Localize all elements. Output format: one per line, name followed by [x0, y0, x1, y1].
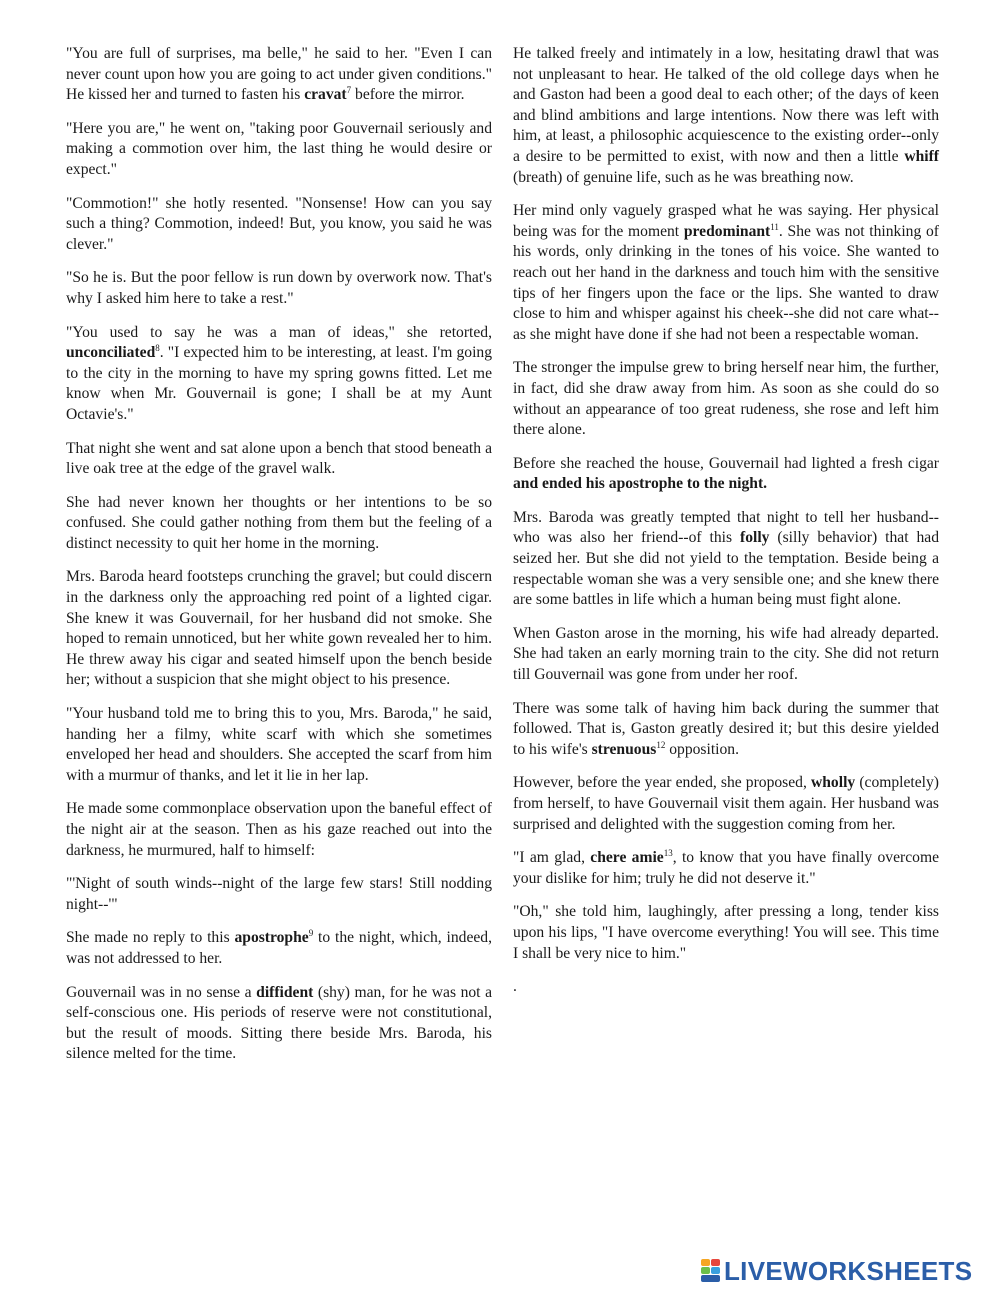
- paragraph: [66, 194, 492, 256]
- vocabulary-word: and ended his apostrophe to the night.: [513, 475, 768, 493]
- paragraph: [66, 439, 492, 480]
- vocabulary-word: cravat: [304, 86, 347, 104]
- text-run: Her mind only vaguely grasped what he was saying. Her physical being was for the moment: [513, 202, 939, 240]
- text-run: When Gaston arose in the morning, his wife had already departed. She had taken an early morning train to the city. She did not return till Gouvernail was gone from under her roof.: [513, 624, 939, 684]
- paragraph: [66, 874, 492, 915]
- text-run: "Oh," she told him, laughingly, after pressing a long, tender kiss upon his lips, "I have overcome everything! You will see. This time I shall be very nice to him.": [513, 903, 939, 962]
- text-run: "You are full of surprises, ma belle," he said to her. "Even I can never count upon how you are going to act under given conditions." He kissed her and turned to fasten his: [66, 45, 492, 104]
- paragraph: [66, 493, 492, 555]
- vocabulary-word: diffident: [256, 983, 314, 1001]
- text-run: He talked freely and intimately in a low, hesitating drawl that was not unpleasant to hear. He talked of the old college days when he and Gaston had been a good deal to each other; of the days of keen and blind ambitions and large intentions. Now there was left with him, at least, a philosophic acquiescence to the existing order--only a desire to be permitted to exist, with now and then a little: [513, 45, 939, 165]
- text-run: "You used to say he was a man of ideas," she retorted,: [66, 323, 492, 341]
- paragraph: [66, 268, 492, 309]
- footnote-marker: 9: [308, 928, 314, 939]
- text-run: Mrs. Baroda was greatly tempted that night to tell her husband--who was also her friend--of this: [513, 508, 939, 547]
- vocabulary-word: unconciliated: [66, 344, 156, 362]
- logo-text: LIVEWORKSHEETS: [724, 1255, 973, 1286]
- vocabulary-word: wholly: [811, 774, 856, 792]
- text-run: to the night, which, indeed, was not addressed to her.: [66, 929, 492, 967]
- paragraph: [513, 848, 939, 889]
- paragraph: [66, 119, 492, 181]
- paragraph: [513, 454, 939, 495]
- text-run: The stronger the impulse grew to bring herself near him, the further, in fact, did she draw away from him. As soon as she could do so without an appearance of too great rudeness, she rose and left him there alone.: [513, 359, 939, 439]
- vocabulary-word: predominant: [683, 222, 771, 240]
- paragraph: [66, 704, 492, 786]
- text-run: "'Night of south winds--night of the large few stars! Still nodding night--'": [66, 875, 492, 913]
- text-run: "Commotion!" she hotly resented. "Nonsense! How can you say such a thing? Commotion, indeed! But, you know, you said he was clever.": [66, 194, 492, 253]
- liveworksheets-logo: [701, 1254, 972, 1288]
- text-run: She had never known her thoughts or her intentions to be so confused. She could gather nothing from them but the feeling of a distinct necessity to quit her home in the morning.: [66, 493, 492, 552]
- footnote-marker: 13: [663, 848, 673, 859]
- text-run: Gouvernail was in no sense a: [66, 983, 257, 1001]
- vocabulary-word: apostrophe: [234, 929, 309, 947]
- text-run: However, before the year ended, she proposed,: [513, 774, 811, 792]
- text-run: "Here you are," he went on, "taking poor Gouvernail seriously and making a commotion over him, the last thing he would desire or expect.": [66, 119, 492, 178]
- text-run: "I am glad,: [513, 849, 591, 867]
- text-run: There was some talk of having him back during the summer that followed. That is, Gaston greatly desired it; but this desire yielded to his wife's: [513, 699, 939, 758]
- paragraph: [66, 44, 492, 106]
- right-column: [513, 44, 939, 1011]
- paragraph: [66, 567, 492, 691]
- paragraph: [513, 773, 939, 835]
- paragraph: [513, 358, 939, 440]
- footnote-marker: 11: [770, 221, 779, 232]
- text-run: Mrs. Baroda heard footsteps crunching the gravel; but could discern in the darkness only the approaching red point of a lighted cigar. She knew it was Gouvernail, for her husband did not smoke. She hoped to remain unnoticed, but her white gown revealed her to him. He threw away his cigar and seated himself upon the bench beside her; without a suspicion that she might object to his presence.: [66, 568, 492, 689]
- vocabulary-word: strenuous: [591, 740, 657, 758]
- text-run: before the mirror.: [351, 86, 465, 104]
- text-run: He made some commonplace observation upon the baneful effect of the night air at the season. Then as his gaze reached out into the darkness, he murmured, half to himself:: [66, 800, 492, 859]
- text-run: She made no reply to this: [66, 929, 235, 947]
- paragraph: [513, 624, 939, 686]
- text-run: , to know that you have finally overcome your dislike for him; truly he did not deserve it.": [513, 849, 939, 887]
- vocabulary-word: whiff: [904, 147, 939, 165]
- footnote-marker: 7: [346, 85, 352, 96]
- liveworksheets-logo-icon: [701, 1259, 721, 1283]
- left-column: [66, 44, 492, 1078]
- text-run: (shy) man, for he was not a self-conscious one. His periods of reserve were not constitutional, but the result of moods. Sitting there beside Mrs. Baroda, his silence melted for the time.: [66, 983, 492, 1063]
- paragraph: [513, 44, 939, 188]
- text-run: (completely) from herself, to have Gouvernail visit them again. Her husband was surprised and delighted with the suggestion coming from her.: [513, 774, 939, 833]
- paragraph: [513, 902, 939, 964]
- text-run: "So he is. But the poor fellow is run down by overwork now. That's why I asked him here to take a rest.": [66, 269, 492, 307]
- text-run: opposition.: [665, 740, 739, 758]
- text-run: (silly behavior) that had seized her. But she did not yield to the temptation. Beside being a respectable woman she was a very sensible one; and she knew there are some battles in life which a human being must fight alone.: [513, 529, 939, 609]
- paragraph: [513, 977, 939, 998]
- text-run: (breath) of genuine life, such as he was breathing now.: [513, 168, 854, 186]
- text-run: Before she reached the house, Gouvernail had lighted a fresh cigar: [513, 454, 939, 472]
- paragraph: [66, 323, 492, 426]
- paragraph: [513, 699, 939, 761]
- text-run: .: [513, 978, 517, 996]
- paragraph: [513, 508, 939, 611]
- paragraph: [66, 983, 492, 1065]
- footnote-marker: 8: [155, 343, 160, 354]
- footnote-marker: 12: [656, 739, 666, 750]
- text-run: That night she went and sat alone upon a bench that stood beneath a live oak tree at the edge of the gravel walk.: [66, 439, 492, 478]
- paragraph: [66, 799, 492, 861]
- paragraph: [513, 201, 939, 345]
- text-run: . "I expected him to be interesting, at least. I'm going to the city in the morning to have my spring gowns fitted. Let me know when Mr. Gouvernail is gone; I shall be at my Aunt Octavie's.": [66, 344, 492, 423]
- text-run: . She was not thinking of his words, only drinking in the tones of his voice. She wanted to reach out her hand in the darkness and touch him with the sensitive tips of her fingers upon the face or the lips. She wanted to draw close to him and whisper against his cheek--she did not care what--as she might have done if she had not been a respectable woman.: [513, 222, 939, 343]
- paragraph: [66, 928, 492, 969]
- vocabulary-word: folly: [740, 529, 770, 547]
- text-run: "Your husband told me to bring this to you, Mrs. Baroda," he said, handing her a filmy, white scarf with which she sometimes enveloped her head and shoulders. She accepted the scarf from him with a murmur of thanks, and let it lie in her lap.: [66, 705, 492, 784]
- vocabulary-word: chere amie: [590, 849, 664, 867]
